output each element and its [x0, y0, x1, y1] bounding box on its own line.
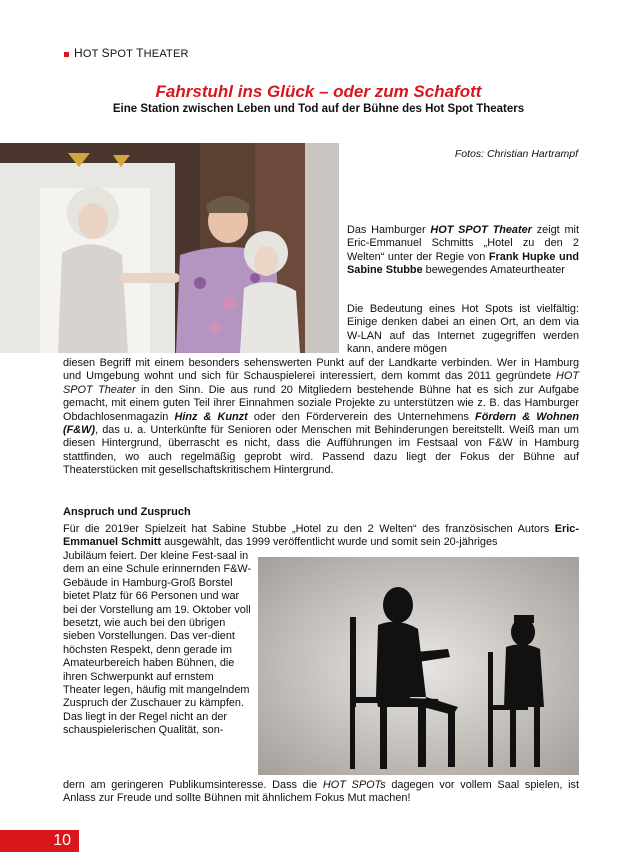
- section-tag-letter: S: [101, 46, 110, 60]
- section-tag: [64, 46, 189, 60]
- paragraph-season-intro: Für die 2019er Spielzeit hat Sabine Stubbe „Hotel zu den 2 Welten“ des französischen Autors Eric-Emmanuel Schmitt ausgewählt, das 1999 veröffentlicht wurde und somit sein 20-jähriges: [63, 523, 579, 549]
- section-tag-letter: H: [74, 46, 83, 60]
- stage-photo-illustration: [0, 143, 339, 353]
- article-subtitle: Eine Station zwischen Leben und Tod auf der Bühne des Hot Spot Theaters: [112, 103, 525, 115]
- article-title: Fahrstuhl ins Glück – oder zum Schafott: [155, 82, 482, 101]
- silhouette-photo: [258, 557, 579, 775]
- paragraph-closing: dern am geringeren Publikumsinteresse. Dass die HOT SPOTs dagegen vor vollem Saal spielen, ist Anlass zur Freude und sollte Bühnen mit ähnlichem Fokus Mut machen!: [63, 779, 579, 805]
- page-number: 10: [53, 832, 71, 849]
- section-tag-letter: T: [136, 46, 144, 60]
- stage-photo-performers: [0, 143, 339, 353]
- section-heading: Anspruch und Zuspruch: [63, 506, 191, 518]
- section-tag-text: OT: [82, 48, 102, 60]
- bullet-square-icon: [64, 52, 69, 57]
- paragraph-hotspot-continued: diesen Begriff mit einem besonders sehenswerten Punkt auf der Landkarte verbinden. Wer in Hamburg und Umgebung wohnt und sich für Schauspielerei interessiert, dem kommt das 2011 gegründete HOT SPOT Theater in den Sinn. Die aus rund 20 Mitgliedern bestehende Bühne hat es sich zur Aufgabe gemacht, mit einem guten Teil ihrer Einnahmen soziale Projekte zu unterstützen wie z. B. das Hamburger Obdachlosenmagazin Hinz & Kunzt oder den Förderverein des Unternehmens Fördern & Wohnen (F&W), das u. a. Unterkünfte für Senioren oder Menschen mit Behinderungen bereitstellt. Weiß man um diesen Hintergrund, überrascht es nicht, dass die Aufführungen im Festsaal von F&W in Hamburg stattfinden, wo auch regelmäßig geprobt wird. Passend dazu liegt der Fokus der Bühne auf Theaterstücken mit gesellschaftskritischem Hintergrund.: [63, 357, 580, 477]
- section-tag-text: POT: [109, 48, 137, 60]
- silhouette-photo-illustration: [258, 557, 579, 775]
- section-tag-text: HEATER: [143, 48, 189, 60]
- intro-paragraph: Das Hamburger HOT SPOT Theater zeigt mit Eric-Emmanuel Schmitts „Hotel zu den 2 Welten“ unter der Regie von Frank Hupke und Sabine Stubbe bewegendes Amateurtheater: [347, 224, 580, 277]
- photo-credit: Fotos: Christian Hartrampf: [454, 148, 578, 160]
- paragraph-hotspot-meaning: Die Bedeutung eines Hot Spots ist vielfältig: Einige denken dabei an einen Ort, an dem via W-LAN auf das Internet zugegriffen werden kann, andere mögen: [347, 303, 579, 356]
- paragraph-festsaal: Jubiläum feiert. Der kleine Fest-saal in dem an eine Schule erinnernden F&W-Gebäude in Hamburg-Groß Borstel bietet Platz für 66 Personen und war bei der Vorstellung am 19. Oktober voll besetzt, wie auch bei den übrigen sieben Vorstellungen. Das ver-dient höchsten Respekt, denn gerade im Amateurbereich haben Bühnen, die ihren Schwerpunkt auf ernstem Theater legen, häufig mit mangelndem Zuspruch der Zuschauer zu kämpfen. Das liegt in der Regel nicht an der schauspielerischen Qualität, son-: [63, 550, 252, 737]
